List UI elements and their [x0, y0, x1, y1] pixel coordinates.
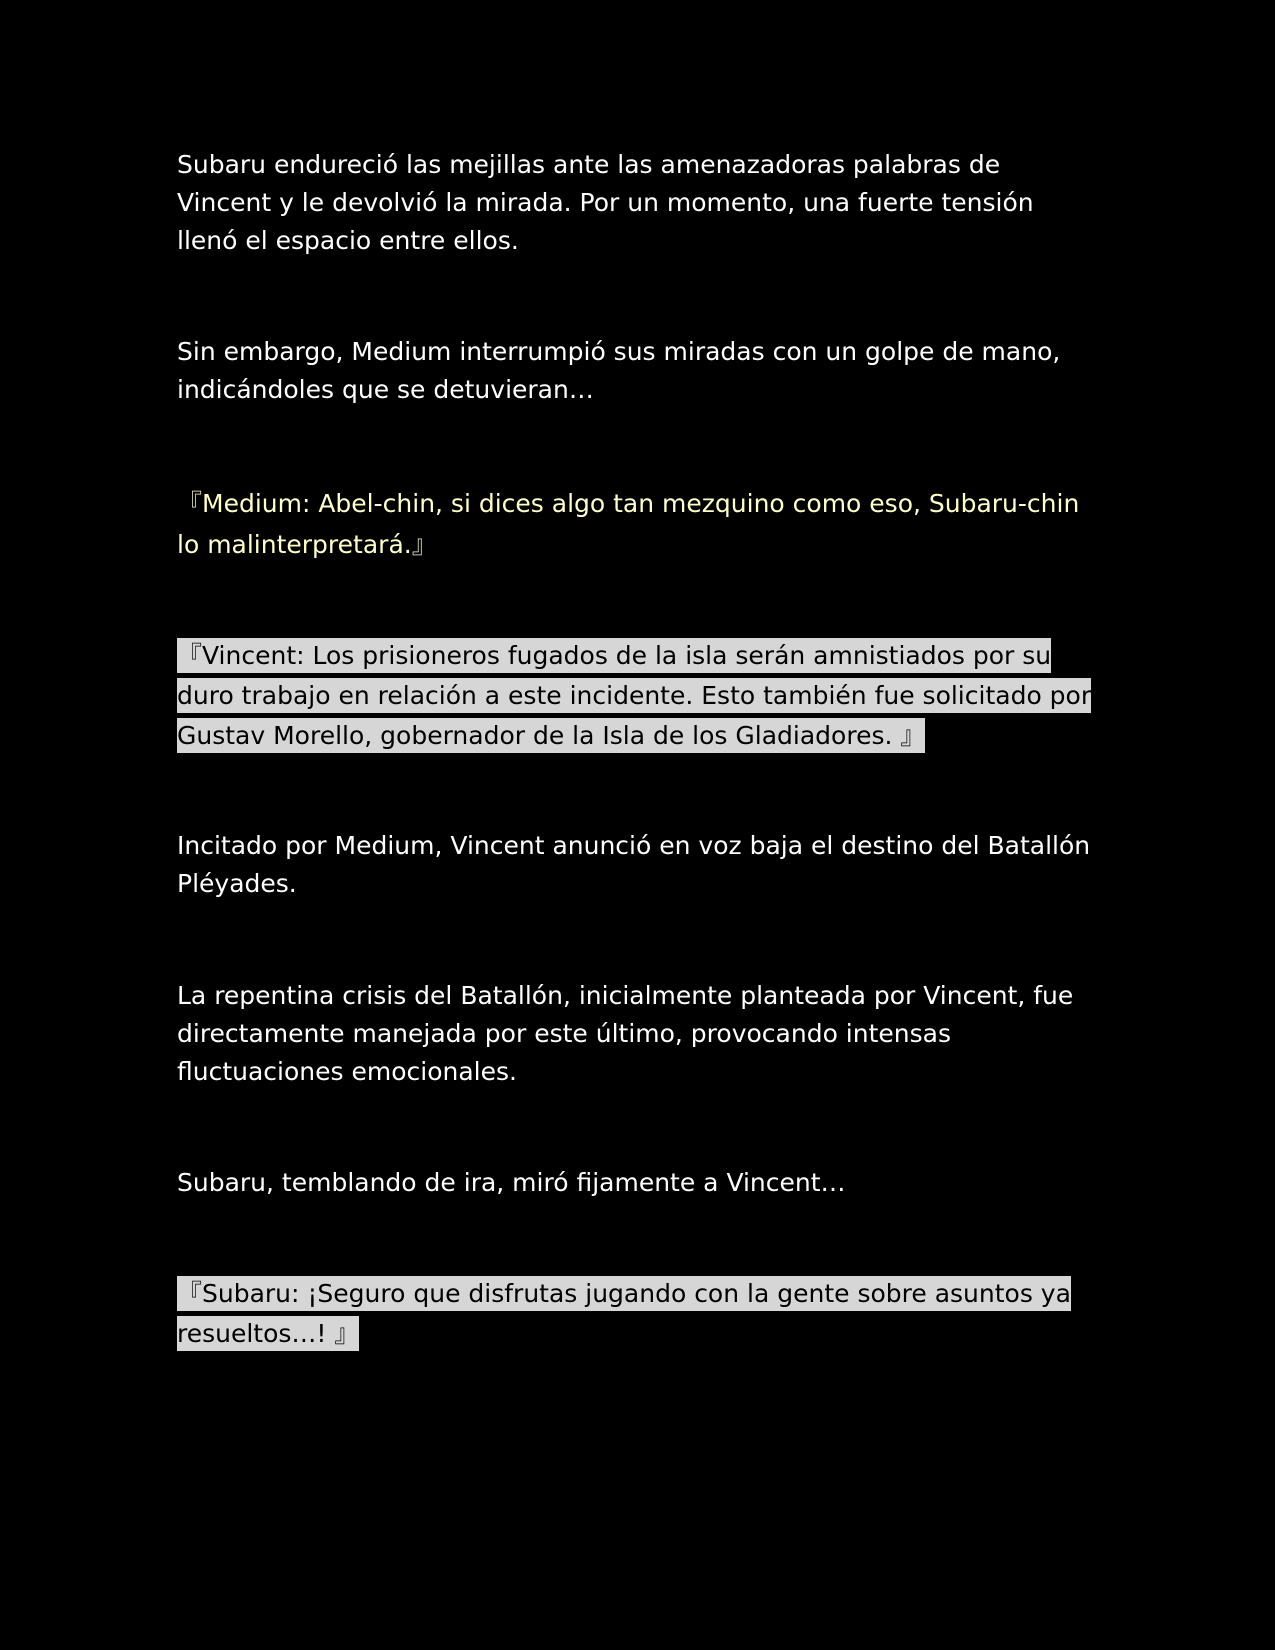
dialogue-medium-text: 『Medium: Abel-chin, si dices algo tan mezquino como eso, Subaru-chin lo malinterpretará.』 — [177, 489, 1080, 559]
paragraph-7 — [177, 1164, 1102, 1202]
paragraph-5-text: Incitado por Medium, Vincent anunció en voz baja el destino del Batallón Pléyades. — [177, 831, 1091, 898]
dialogue-vincent — [177, 636, 1102, 756]
paragraph-1 — [177, 146, 1089, 260]
dialogue-vincent-text: 『Vincent: Los prisioneros fugados de la isla serán amnistiados por su duro trabajo en relación a este incidente. Esto también fue solicitado por Gustav Morello, gobernador de la Isla de los Gladiadores. 』 — [177, 638, 1091, 753]
paragraph-2-text: Sin embargo, Medium interrumpió sus miradas con un golpe de mano, indicándoles que se detuvieran… — [177, 337, 1061, 404]
paragraph-7-text: Subaru, temblando de ira, miró fijamente a Vincent… — [177, 1168, 846, 1197]
dialogue-medium — [177, 483, 1102, 565]
paragraph-2 — [177, 333, 1102, 409]
dialogue-subaru — [177, 1274, 1102, 1354]
paragraph-6-text: La repentina crisis del Batallón, inicialmente planteada por Vincent, fue directamente manejada por este último, provocando intensas fluctuaciones emocionales. — [177, 981, 1074, 1086]
paragraph-6 — [177, 977, 1102, 1091]
dialogue-subaru-text: 『Subaru: ¡Seguro que disfrutas jugando con la gente sobre asuntos ya resueltos…! 』 — [177, 1276, 1071, 1351]
paragraph-1-text: Subaru endureció las mejillas ante las amenazadoras palabras de Vincent y le devolvió la mirada. Por un momento, una fuerte tensión llenó el espacio entre ellos. — [177, 150, 1034, 255]
paragraph-5 — [177, 827, 1102, 903]
